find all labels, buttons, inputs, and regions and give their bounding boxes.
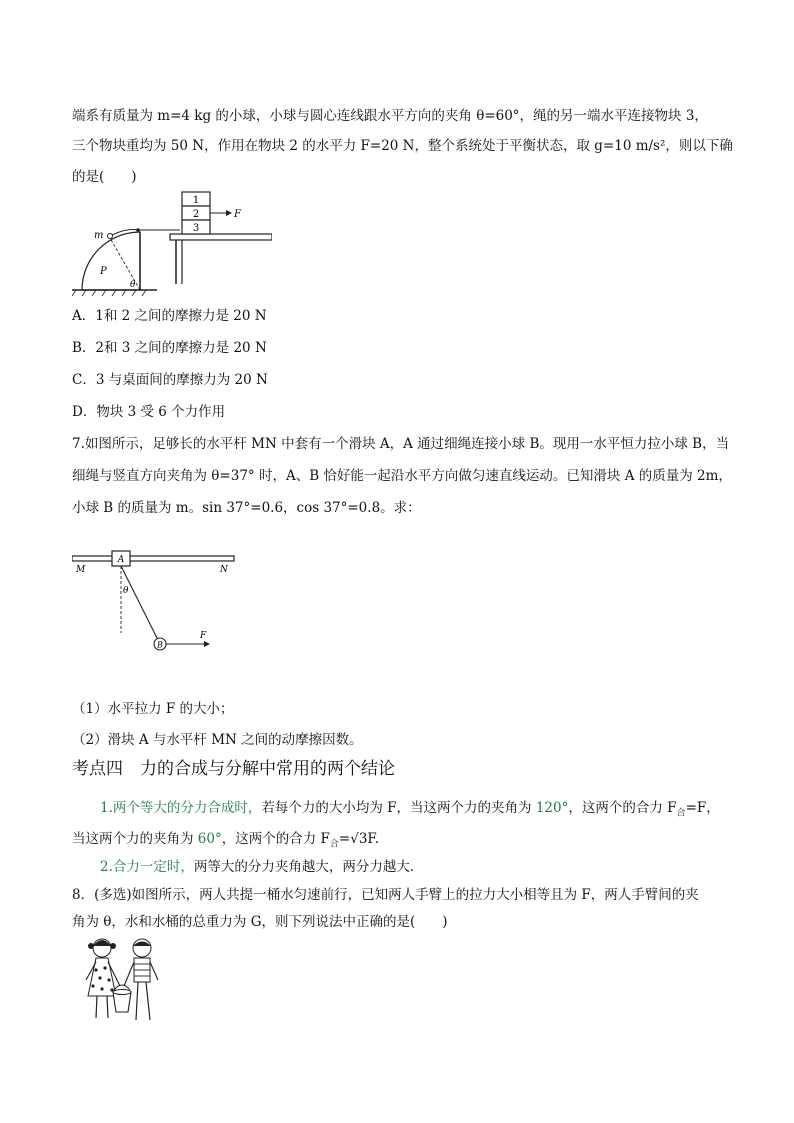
q7-subquestion-2: （2）滑块 A 与水平杆 MN 之间的动摩擦因数。: [72, 732, 363, 748]
q7-text-line-2: 细绳与竖直方向夹角为 θ=37° 时，A、B 恰好能一起沿水平方向做匀速直线运动。已知滑块 A 的质量为 2m，: [72, 468, 732, 484]
rod-n-label: N: [220, 565, 228, 575]
slider-a-label: A: [117, 555, 125, 565]
q6-text-line-3: 的是( ): [72, 169, 137, 185]
conclusion-2-lead: 2.合力一定时，: [100, 859, 194, 875]
q6-text-line-1: 端系有质量为 m=4 kg 的小球，小球与圆心连线跟水平方向的夹角 θ=60°，绳的另一端水平连接物块 3，: [72, 108, 708, 124]
conclusion-1-lead: 1.两个等大的分力合成时，: [100, 800, 262, 816]
mass-m-label: m: [94, 230, 104, 241]
conclusion-1-text: 若每个力的大小均为 F，当这两个力的夹角为: [261, 800, 536, 816]
conclusion-1-text-6: =√3F.: [338, 831, 379, 847]
ball-b-label: B: [157, 640, 163, 650]
conclusion-1-text-5: ，这两个的合力 F: [221, 831, 330, 847]
q6-figure: [72, 188, 272, 298]
conclusion-2-text: 两等大的分力夹角越大，两分力越大．: [193, 859, 424, 875]
conclusion-1-line-1: [100, 796, 720, 819]
q8-figure-two-children: [72, 934, 172, 1026]
q7-text-line-1: 7.如图所示，足够长的水平杆 MN 中套有一个滑块 A，A 通过细绳连接小球 B。现用一水平恒力拉小球 B，当: [72, 436, 730, 452]
force-f-label: F: [234, 209, 241, 220]
subscript-he-2: 合: [329, 839, 339, 850]
q6-option-c: C．3 与桌面间的摩擦力为 20 N: [72, 372, 268, 388]
conclusion-1-line-2: [72, 827, 379, 850]
angle-60: 60°: [197, 831, 222, 847]
conclusion-1-text-3: =F，: [685, 800, 720, 816]
q8-text-line-2: 角为 θ，水和水桶的总重力为 G，则下列说法中正确的是( ): [72, 914, 448, 930]
rod-m-label: M: [76, 565, 86, 575]
theta-label: θ: [130, 280, 136, 290]
section-heading: 考点四 力的合成与分解中常用的两个结论: [72, 759, 395, 779]
angle-120: 120°: [535, 800, 569, 816]
q6-option-a: A．1和 2 之间的摩擦力是 20 N: [72, 308, 267, 324]
q7-theta-label: θ: [123, 586, 129, 596]
conclusion-1-text-2: ，这两个的合力 F: [568, 800, 677, 816]
q6-option-d: D．物块 3 受 6 个力作用: [72, 404, 226, 420]
q7-figure: [72, 548, 242, 653]
subscript-he: 合: [676, 808, 686, 819]
block-1-label: 1: [192, 195, 200, 206]
q6-text-line-2: 三个物块重均为 50 N，作用在物块 2 的水平力 F=20 N，整个系统处于平衡状态，取 g=10 m/s²，则以下确: [72, 138, 733, 154]
q8-text-line-1: 8．(多选)如图所示，两人共提一桶水匀速前行，已知两人手臂上的拉力大小相等且为 F，两人手臂间的夹: [72, 887, 699, 903]
q6-option-b: B．2和 3 之间的摩擦力是 20 N: [72, 340, 267, 356]
block-3-label: 3: [192, 223, 200, 234]
q7-subquestion-1: （1）水平拉力 F 的大小；: [72, 701, 234, 717]
q7-force-label: F: [200, 631, 207, 641]
block-2-label: 2: [192, 209, 200, 220]
p-label: P: [100, 266, 107, 277]
conclusion-1-text-4: 当这两个力的夹角为: [72, 831, 198, 847]
q7-text-line-3: 小球 B 的质量为 m。sin 37°=0.6，cos 37°=0.8。求：: [72, 500, 421, 516]
conclusion-2: [100, 855, 423, 875]
